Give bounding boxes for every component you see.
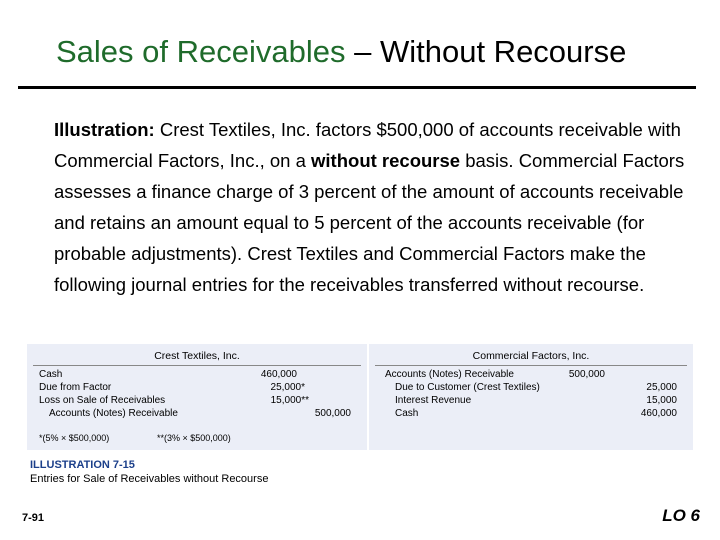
illustration-caption: Entries for Sale of Receivables without Recourse — [30, 473, 269, 485]
crest-row-debit: 25,000* — [270, 382, 305, 393]
crest-row-account: Accounts (Notes) Receivable — [49, 408, 178, 419]
illustration-number: ILLUSTRATION 7-15 — [30, 459, 135, 471]
crest-row-account: Due from Factor — [39, 382, 112, 393]
illustration-text-1: Crest Textiles, Inc. factors $500,000 of accounts receivable with Commercial Factors, Inc., on a — [54, 119, 681, 171]
illustration-text-2: basis. Commercial Factors assesses a finance charge of 3 percent of the amount of accounts receivable and retains an amount equal to 5 percent of the accounts receivable (for probable adjustments). Crest Textiles and Commercial Factors make the following journal entries for the receivables transferred without recourse. — [54, 150, 685, 295]
factors-row-account: Due to Customer (Crest Textiles) — [395, 382, 540, 393]
illustration-paragraph — [54, 114, 714, 300]
factors-row-credit: 25,000 — [646, 382, 677, 393]
factors-panel — [369, 344, 693, 450]
factors-row-account: Accounts (Notes) Receivable — [385, 369, 514, 380]
factors-row-account: Interest Revenue — [395, 395, 472, 406]
factors-heading-rule — [375, 365, 687, 366]
factors-heading: Commercial Factors, Inc. — [472, 350, 590, 362]
crest-footnote-1: *(5% × $500,000) — [39, 433, 110, 443]
journal-entries-figure — [27, 344, 693, 450]
factors-row-credit: 15,000 — [646, 395, 677, 406]
crest-row-debit: 460,000 — [260, 369, 297, 380]
crest-heading-rule — [33, 365, 361, 366]
crest-heading: Crest Textiles, Inc. — [154, 350, 240, 362]
crest-row-credit: 500,000 — [314, 408, 351, 419]
factors-row-account: Cash — [395, 408, 419, 419]
slide-title — [56, 32, 696, 72]
title-black: Without Recourse — [379, 34, 627, 69]
factors-row-debit: 500,000 — [568, 369, 605, 380]
factors-row-credit: 460,000 — [640, 408, 677, 419]
illustration-bold: without recourse — [311, 150, 461, 171]
crest-row-debit: 15,000** — [270, 395, 309, 406]
crest-row-account: Loss on Sale of Receivables — [39, 395, 166, 406]
page-number: 7-91 — [22, 512, 45, 524]
learning-objective: LO 6 — [662, 506, 700, 525]
title-dash: – — [345, 34, 380, 69]
title-green: Sales of Receivables — [56, 34, 346, 69]
crest-row-account: Cash — [39, 369, 63, 380]
illustration-label: Illustration: — [54, 119, 155, 140]
crest-footnote-2: **(3% × $500,000) — [157, 433, 231, 443]
crest-panel — [27, 344, 369, 450]
title-underline — [18, 86, 696, 89]
